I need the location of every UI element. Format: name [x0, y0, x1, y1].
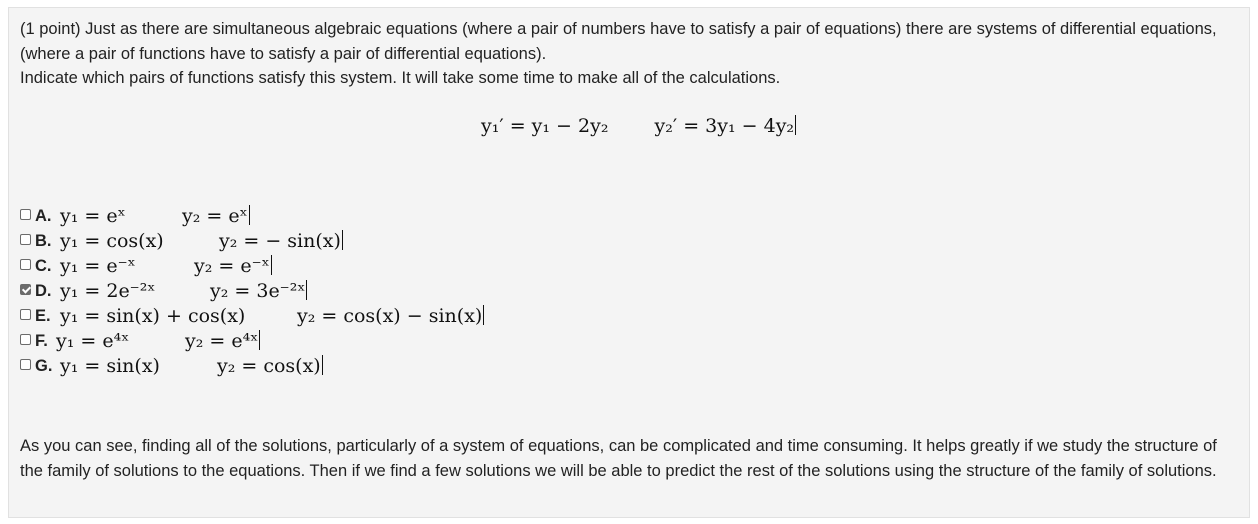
option-b-y2: y₂ = − sin(x)	[219, 230, 341, 252]
text-cursor	[795, 115, 796, 135]
option-letter-f: F.	[35, 332, 48, 350]
intro-text-2: Indicate which pairs of functions satisfy this system. It will take some time to make all of the calculations.	[20, 69, 781, 87]
option-g-y2: y₂ = cos(x)	[217, 355, 321, 377]
option-e-y2: y₂ = cos(x) − sin(x)	[297, 305, 483, 327]
option-c-y1: y₁ = e⁻ˣ	[60, 255, 136, 277]
option-d-y1: y₁ = 2e⁻²ˣ	[60, 280, 156, 302]
checkbox-a[interactable]	[20, 209, 31, 220]
checkbox-g[interactable]	[20, 359, 31, 370]
problem-conclusion: As you can see, finding all of the solutions, particularly of a system of equations, can be complicated and time consuming. It helps greatly if we study the structure of the family of solutions to the equations. Then if we find a few solutions we will be able to predict the rest of the solutions using the structure of the family of solutions.	[20, 437, 1217, 480]
option-e-y1: y₁ = sin(x) + cos(x)	[60, 305, 246, 327]
option-letter-g: G.	[35, 357, 53, 375]
option-letter-a: A.	[35, 207, 52, 225]
problem-intro	[20, 17, 1235, 91]
intro-text-1: (1 point) Just as there are simultaneous algebraic equations (where a pair of numbers have to satisfy a pair of equations) there are systems of differential equations, (where a pair of functions have to satisfy a pair of differential equations).	[20, 20, 1217, 63]
checkbox-c[interactable]	[20, 259, 31, 270]
option-f-y1: y₁ = e⁴ˣ	[56, 330, 130, 352]
option-a-y1: y₁ = eˣ	[60, 205, 126, 227]
system-equation-2: y₂′ = 3y₁ − 4y₂	[654, 115, 795, 137]
option-letter-e: E.	[35, 307, 51, 325]
checkbox-f[interactable]	[20, 334, 31, 345]
option-letter-d: D.	[35, 282, 52, 300]
option-d-y2: y₂ = 3e⁻²ˣ	[210, 280, 306, 302]
problem-panel	[8, 7, 1250, 518]
system-equations	[481, 115, 796, 137]
checkbox-b[interactable]	[20, 234, 31, 245]
option-c-y2: y₂ = e⁻ˣ	[194, 255, 270, 277]
option-a-y2: y₂ = eˣ	[182, 205, 248, 227]
option-letter-b: B.	[35, 232, 52, 250]
checkbox-d[interactable]	[20, 284, 31, 295]
option-b-y1: y₁ = cos(x)	[60, 230, 164, 252]
option-f-y2: y₂ = e⁴ˣ	[185, 330, 259, 352]
option-letter-c: C.	[35, 257, 52, 275]
checkbox-e[interactable]	[20, 309, 31, 320]
system-equation-1: y₁′ = y₁ − 2y₂	[481, 115, 609, 137]
option-g-y1: y₁ = sin(x)	[60, 355, 160, 377]
